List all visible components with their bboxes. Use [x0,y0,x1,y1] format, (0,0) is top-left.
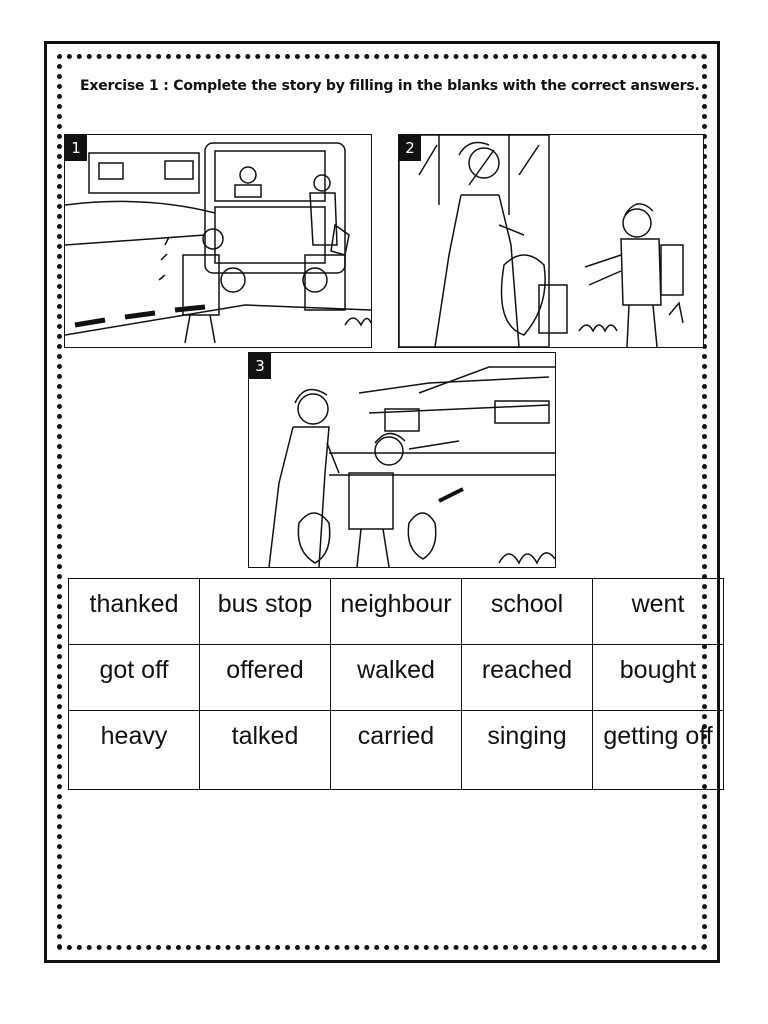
word-cell: carried [331,711,462,790]
word-bank-row [69,579,724,645]
picture-2 [398,134,704,348]
word-cell: bus stop [200,579,331,645]
picture-number: 1 [65,135,87,161]
word-cell: school [462,579,593,645]
word-cell: getting off [593,711,724,790]
word-cell: reached [462,645,593,711]
picture-3 [248,352,556,568]
word-bank-row [69,711,724,790]
picture-number: 3 [249,353,271,379]
word-cell: walked [331,645,462,711]
neighbour-scene-illustration [399,135,703,347]
word-cell: got off [69,645,200,711]
word-cell: went [593,579,724,645]
word-cell: offered [200,645,331,711]
word-cell: neighbour [331,579,462,645]
word-cell: singing [462,711,593,790]
word-cell: bought [593,645,724,711]
picture-number: 2 [399,135,421,161]
word-cell: thanked [69,579,200,645]
bus-stop-scene-illustration [65,135,371,347]
walking-home-scene-illustration [249,353,555,567]
word-cell: heavy [69,711,200,790]
exercise-instruction: Exercise 1 : Complete the story by filling in the blanks with the correct answers. [80,78,700,94]
word-cell: talked [200,711,331,790]
picture-1 [64,134,372,348]
word-bank-table [68,578,724,790]
word-bank-row [69,645,724,711]
